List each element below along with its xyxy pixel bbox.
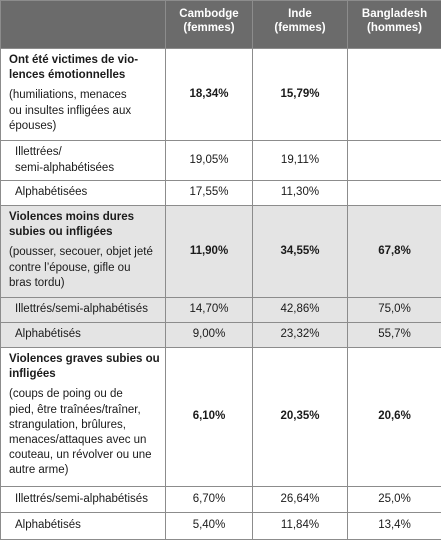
value-inde: 20,35%: [253, 348, 348, 487]
value-cambodge: 17,55%: [166, 181, 253, 206]
section-title: Violences moins dures subies ou infligées: [9, 211, 135, 239]
value-inde: 11,84%: [253, 513, 348, 540]
value-bangladesh: 13,4%: [348, 513, 441, 540]
value-cambodge: 9,00%: [166, 323, 253, 348]
header-inde-text: Inde (femmes): [274, 8, 326, 35]
row-label: Illettrés/semi-alphabétisés: [1, 487, 166, 513]
row-label: Alphabétisés: [1, 513, 166, 540]
section-description: (humiliations, menaces ou insultes infligées aux épouses): [9, 89, 132, 132]
header-cambodge: [166, 1, 253, 49]
value-cambodge: 14,70%: [166, 298, 253, 323]
section-row: [1, 348, 441, 487]
row-label: Alphabétisées: [1, 181, 166, 206]
table-row: [1, 298, 441, 323]
value-cambodge: 5,40%: [166, 513, 253, 540]
header-inde: [253, 1, 348, 49]
table-row: [1, 141, 441, 181]
value-bangladesh: [348, 49, 441, 141]
value-inde: 19,11%: [253, 141, 348, 181]
section-description: (coups de poing ou de pied, être traînées/traîner, strangulation, brûlures, menaces/attaques avec un couteau, un révolver ou une autre arme): [9, 388, 152, 477]
value-cambodge: 11,90%: [166, 206, 253, 298]
value-inde: 26,64%: [253, 487, 348, 513]
value-inde: 42,86%: [253, 298, 348, 323]
section-description: (pousser, secouer, objet jeté contre l’épouse, gifle ou bras tordu): [9, 246, 153, 289]
table-row: [1, 323, 441, 348]
value-cambodge: 6,70%: [166, 487, 253, 513]
row-label: Illettrées/ semi-alphabétisées: [1, 141, 166, 181]
value-bangladesh: 20,6%: [348, 348, 441, 487]
header-cambodge-text: Cambodge (femmes): [179, 8, 239, 35]
header-bangladesh: [348, 1, 441, 49]
value-bangladesh: [348, 181, 441, 206]
value-inde: 34,55%: [253, 206, 348, 298]
table-row: [1, 487, 441, 513]
section-title: Violences graves subies ou infligées: [9, 353, 160, 381]
header-blank: [1, 1, 166, 49]
header-row: [1, 1, 441, 49]
value-inde: 15,79%: [253, 49, 348, 141]
section-row: [1, 49, 441, 141]
row-label: Alphabétisés: [1, 323, 166, 348]
value-bangladesh: 25,0%: [348, 487, 441, 513]
row-label: Illettrés/semi-alphabétisés: [1, 298, 166, 323]
value-bangladesh: 67,8%: [348, 206, 441, 298]
table-row: [1, 181, 441, 206]
header-bangladesh-text: Bangladesh (hommes): [361, 8, 428, 35]
value-bangladesh: 55,7%: [348, 323, 441, 348]
section-label: [1, 348, 166, 487]
section-title: Ont été victimes de vio- lences émotionnelles: [9, 54, 139, 82]
value-inde: 11,30%: [253, 181, 348, 206]
table-row: [1, 513, 441, 540]
value-bangladesh: 75,0%: [348, 298, 441, 323]
value-inde: 23,32%: [253, 323, 348, 348]
value-bangladesh: [348, 141, 441, 181]
section-label: [1, 206, 166, 298]
section-row: [1, 206, 441, 298]
value-cambodge: 6,10%: [166, 348, 253, 487]
section-label: [1, 49, 166, 141]
value-cambodge: 18,34%: [166, 49, 253, 141]
value-cambodge: 19,05%: [166, 141, 253, 181]
